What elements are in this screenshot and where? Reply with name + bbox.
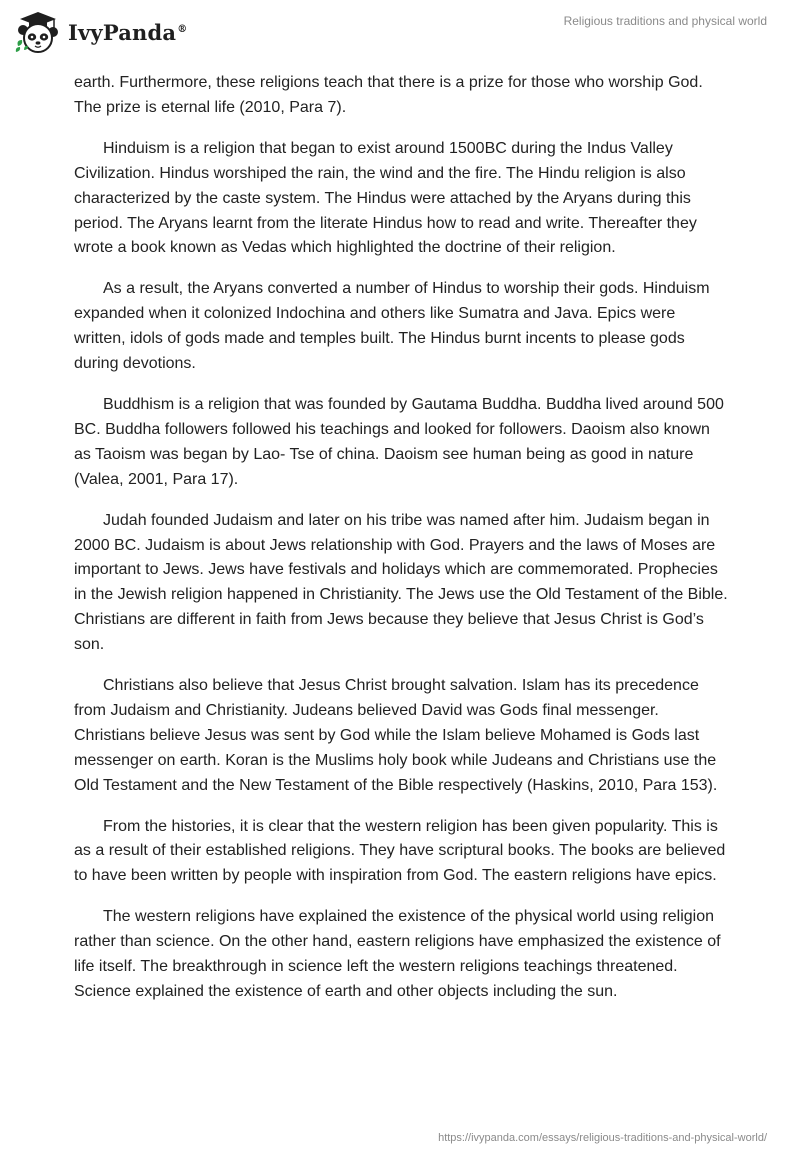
paragraph: As a result, the Aryans converted a number of Hindus to worship their gods. Hinduism expanded when it colonized Indochina and others like Sumatra and Java. Epics were written, idols of gods made and temples built. The Hindus burnt incents to please gods during devotions. xyxy=(74,280,710,373)
paragraph: Christians also believe that Jesus Christ brought salvation. Islam has its precedence from Judaism and Christianity. Judeans believed David was Gods final messenger. Christians believe Jesus was sent by God while the Islam believe Mohamed is Gods last messenger on earth. Koran is the Muslims holy book while Judeans and Christians use the Old Testament and the New Testament of the Bible respectively (Haskins, 2010, Para 153). xyxy=(74,677,718,794)
panda-mascot-icon xyxy=(14,10,62,54)
paragraph: Buddhism is a religion that was founded by Gautama Buddha. Buddha lived around 500 BC. Buddha followers followed his teachings and looked for followers. Daoism also known as Taoism was began by Lao- Tse of china. Daoism see human being as good in nature (Valea, 2001, Para 17). xyxy=(74,395,724,488)
paragraph: The western religions have explained the existence of the physical world using religion rather than science. On the other hand, eastern religions have emphasized the existence of life itself. The breakthrough in science left the western religions teachings threatened. Science explained the existence of earth and other objects including the sun. xyxy=(74,908,721,1000)
ivypanda-logo[interactable] xyxy=(14,8,187,56)
document-title: Religious traditions and physical world xyxy=(563,14,767,28)
brand-name: IvyPanda® xyxy=(68,19,188,45)
source-url[interactable]: https://ivypanda.com/essays/religious-traditions-and-physical-world/ xyxy=(438,1132,767,1144)
paragraph: earth. Furthermore, these religions teach that there is a prize for those who worship God. The prize is eternal life (2010, Para 7). xyxy=(74,74,703,116)
paragraph: From the histories, it is clear that the western religion has been given popularity. This is as a result of their established religions. They have scriptural books. The books are believed to have been written by people with inspiration from God. The eastern religions have epics. xyxy=(74,817,726,885)
paragraph: Hinduism is a religion that began to exist around 1500BC during the Indus Valley Civilization. Hindus worshiped the rain, the wind and the fire. The Hindu religion is also characterized by the caste system. The Hindus were attached by the Aryans during this period. The Aryans learnt from the literate Hindus how to read and write. Thereafter they wrote a book known as Vedas which highlighted the doctrine of their religion. xyxy=(74,139,697,257)
page-header xyxy=(0,0,800,64)
paragraph: Judah founded Judaism and later on his tribe was named after him. Judaism began in 2000 BC. Judaism is about Jews relationship with God. Prayers and the laws of Moses are important to Jews. Jews have festivals and holidays which are commemorated. Prophecies in the Jewish religion happened in Christianity. The Jews use the Old Testament of the Bible. Christians are different in faith from Jews because they believe that Jesus Christ is God’s son. xyxy=(74,511,728,654)
essay-body xyxy=(74,71,730,1021)
registered-mark: ® xyxy=(177,23,188,35)
